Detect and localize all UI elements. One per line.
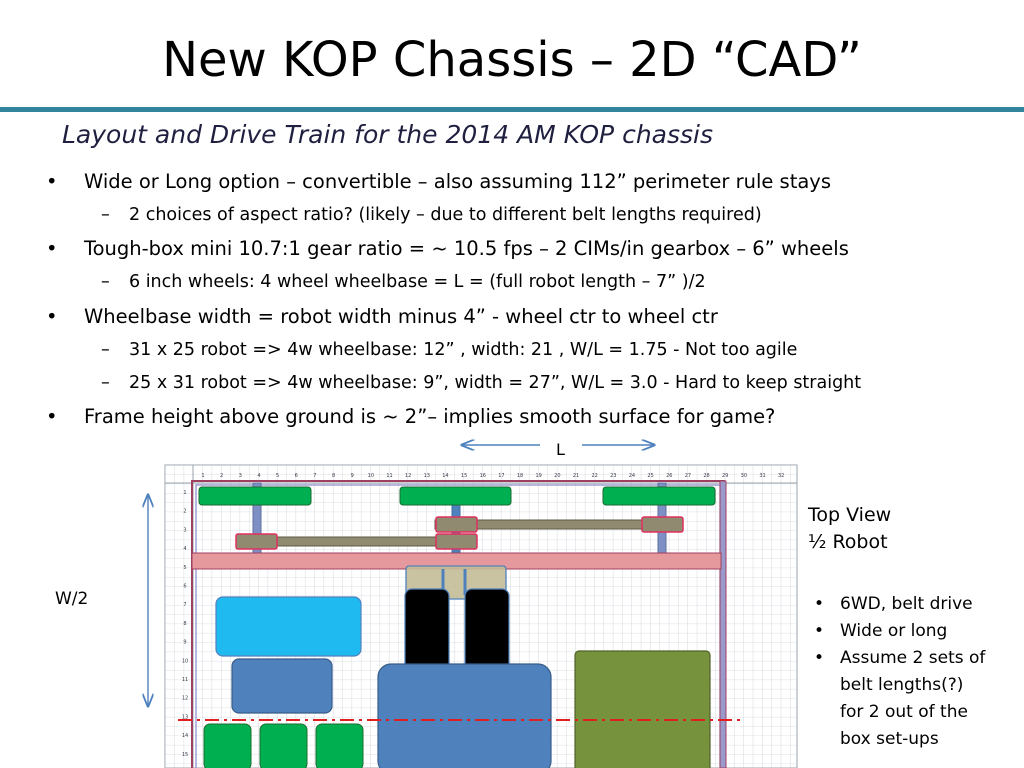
column-number: 28 bbox=[703, 473, 710, 479]
column-number: 15 bbox=[460, 473, 468, 479]
cyan-component bbox=[216, 597, 361, 656]
wheel-right bbox=[603, 487, 715, 505]
column-number: 6 bbox=[294, 473, 298, 479]
blue-component-small bbox=[232, 659, 332, 713]
column-number: 32 bbox=[777, 473, 785, 479]
row-number: 4 bbox=[183, 546, 187, 553]
slide-subtitle: Layout and Drive Train for the 2014 AM KOP chassis bbox=[62, 120, 714, 149]
bullet-text: Frame height above ground is ~ 2”– implies smooth surface for game? bbox=[84, 405, 776, 428]
bullet-text: Wheelbase width = robot width minus 4” - wheel ctr to wheel ctr bbox=[84, 305, 718, 328]
column-number: 31 bbox=[759, 473, 766, 479]
wheel-left bbox=[199, 487, 311, 505]
bullet-marker: • bbox=[46, 170, 58, 193]
bullet-marker: • bbox=[46, 405, 58, 428]
length-label: L bbox=[556, 440, 565, 459]
bottom-wheel-2 bbox=[260, 724, 307, 768]
row-number: 7 bbox=[183, 602, 187, 609]
row-number: 15 bbox=[181, 751, 189, 758]
bottom-wheel-1 bbox=[204, 724, 251, 768]
sub-bullet-text: 31 x 25 robot => 4w wheelbase: 12” , width: 21 , W/L = 1.75 - Not too agile bbox=[129, 340, 798, 360]
bullet-text: Tough-box mini 10.7:1 gear ratio = ~ 10.5 fps – 2 CIMs/in gearbox – 6” wheels bbox=[84, 237, 849, 260]
column-number: 27 bbox=[684, 473, 692, 479]
dash-marker: – bbox=[101, 272, 110, 292]
side-bullet bbox=[814, 645, 986, 672]
bullet-text: Wide or Long option – convertible – also assuming 112” perimeter rule stays bbox=[84, 170, 832, 193]
column-number: 26 bbox=[666, 473, 673, 479]
column-number: 20 bbox=[554, 473, 561, 479]
column-number: 30 bbox=[740, 473, 748, 479]
side-panel-heading-line: Top View bbox=[808, 504, 892, 526]
side-bullet bbox=[814, 618, 948, 645]
column-number: 10 bbox=[367, 473, 375, 479]
side-bullet-text: 6WD, belt drive bbox=[840, 594, 973, 614]
side-bullet bbox=[814, 591, 973, 618]
column-number: 9 bbox=[350, 473, 354, 479]
bottom-wheel-3 bbox=[316, 724, 363, 768]
column-number: 4 bbox=[257, 473, 261, 479]
side-bullet-text: Wide or long bbox=[840, 621, 948, 641]
row-number: 13 bbox=[181, 714, 189, 721]
frame-end-rail bbox=[720, 481, 726, 768]
column-number: 24 bbox=[628, 473, 636, 479]
side-bullet-continuation: belt lengths(?) bbox=[840, 675, 964, 695]
dash-marker: – bbox=[101, 373, 110, 393]
bullet-marker: • bbox=[814, 621, 825, 641]
bullet-marker: • bbox=[46, 305, 58, 328]
row-number: 8 bbox=[183, 620, 187, 627]
side-bullet-text: Assume 2 sets of bbox=[840, 648, 986, 668]
slide-title: New KOP Chassis – 2D “CAD” bbox=[162, 32, 862, 88]
pulley-left bbox=[236, 534, 277, 549]
column-number: 12 bbox=[404, 473, 412, 479]
column-number: 13 bbox=[423, 473, 430, 479]
row-number: 2 bbox=[183, 508, 187, 515]
column-number: 29 bbox=[722, 473, 729, 479]
width-label: W/2 bbox=[55, 589, 89, 609]
cim-motor-right bbox=[465, 589, 509, 672]
row-number: 9 bbox=[183, 639, 187, 646]
side-panel-heading-line: ½ Robot bbox=[808, 531, 888, 553]
column-number: 23 bbox=[610, 473, 617, 479]
column-number: 22 bbox=[591, 473, 598, 479]
cim-motor-left bbox=[405, 589, 449, 672]
bullet-marker: • bbox=[46, 237, 58, 260]
row-number: 10 bbox=[181, 658, 189, 665]
blue-component-large bbox=[378, 664, 551, 768]
sub-bullet-text: 25 x 31 robot => 4w wheelbase: 9”, width = 27”, W/L = 3.0 - Hard to keep straight bbox=[129, 373, 862, 393]
column-number: 25 bbox=[647, 473, 654, 479]
row-number: 11 bbox=[181, 677, 189, 683]
column-number: 3 bbox=[238, 473, 242, 479]
side-bullet-continuation: for 2 out of the bbox=[840, 702, 968, 722]
column-number: 5 bbox=[276, 473, 280, 479]
column-number: 16 bbox=[479, 473, 486, 479]
column-number: 8 bbox=[331, 473, 336, 479]
column-number: 2 bbox=[220, 473, 224, 479]
bullet-marker: • bbox=[814, 594, 825, 614]
row-number: 6 bbox=[183, 583, 187, 590]
column-number: 17 bbox=[498, 473, 505, 479]
pulley-right bbox=[642, 517, 683, 532]
column-number: 18 bbox=[516, 473, 524, 479]
row-number: 5 bbox=[183, 564, 187, 571]
row-number: 1 bbox=[183, 490, 187, 496]
pulley-middle-lower bbox=[436, 534, 477, 549]
sub-bullet-text: 2 choices of aspect ratio? (likely – due to different belt lengths required) bbox=[129, 205, 762, 225]
bullet-marker: • bbox=[814, 648, 825, 668]
row-number: 12 bbox=[181, 695, 189, 702]
column-number: 21 bbox=[572, 473, 580, 479]
sub-bullet-text: 6 inch wheels: 4 wheel wheelbase = L = (full robot length – 7” )/2 bbox=[129, 272, 706, 292]
column-number: 1 bbox=[201, 473, 205, 479]
column-number: 19 bbox=[535, 473, 542, 479]
wheel-middle bbox=[400, 487, 511, 505]
side-panel-heading bbox=[808, 502, 891, 556]
column-number: 7 bbox=[313, 473, 317, 479]
pulley-middle-upper bbox=[436, 517, 477, 532]
column-number: 14 bbox=[442, 473, 449, 479]
row-number: 3 bbox=[183, 527, 187, 534]
olive-component bbox=[575, 651, 710, 768]
row-number: 14 bbox=[181, 733, 189, 740]
column-number: 11 bbox=[386, 473, 393, 479]
dash-marker: – bbox=[101, 205, 110, 225]
dash-marker: – bbox=[101, 340, 110, 360]
side-bullet-continuation: box set-ups bbox=[840, 729, 939, 749]
